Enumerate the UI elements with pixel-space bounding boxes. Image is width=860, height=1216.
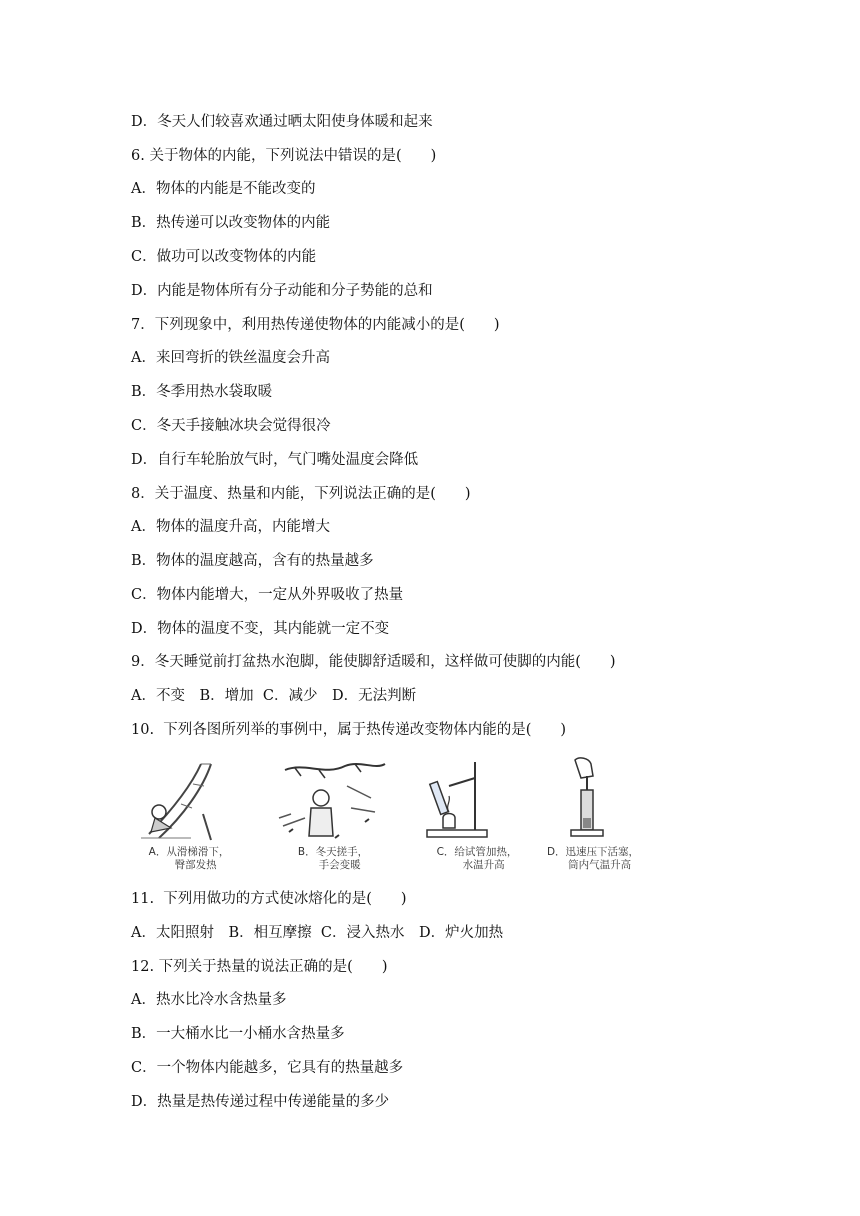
hand-rubbing-figure xyxy=(275,756,391,874)
q12-option-a: A．热水比冷水含热量多 xyxy=(131,992,287,1008)
q7-stem: 7．下列现象中，利用热传递使物体的内能减小的是( ) xyxy=(131,317,500,333)
q6-option-c: C．做功可以改变物体的内能 xyxy=(131,249,317,265)
test-tube-figure xyxy=(419,756,535,874)
q10-stem: 10. 下列各图所列举的事例中，属于热传递改变物体内能的是( ) xyxy=(131,722,567,738)
figure-caption-a: A．从滑梯滑下， 臀部发热 xyxy=(148,846,230,871)
q6-option-a: A．物体的内能是不能改变的 xyxy=(131,181,316,197)
q11-options: A．太阳照射 B．相互摩擦 C．浸入热水 D．炉火加热 xyxy=(131,925,504,941)
q9-options: A．不变 B．增加 C．减少 D．无法判断 xyxy=(131,688,417,704)
q8-option-c: C．物体内能增大，一定从外界吸收了热量 xyxy=(131,587,404,603)
q10-figures xyxy=(131,756,651,874)
q7-option-a: A．来回弯折的铁丝温度会升高 xyxy=(131,350,330,366)
slide-figure xyxy=(131,756,247,874)
q6-option-b: B．热传递可以改变物体的内能 xyxy=(131,215,331,231)
q5-option-d: D．冬天人们较喜欢通过晒太阳使身体暖和起来 xyxy=(131,114,433,130)
q6-option-d: D．内能是物体所有分子动能和分子势能的总和 xyxy=(131,283,433,299)
q12-stem: 12. 下列关于热量的说法正确的是( ) xyxy=(131,959,388,975)
piston-figure xyxy=(535,756,651,874)
slide-illustration xyxy=(131,756,247,846)
q7-option-b: B．冬季用热水袋取暖 xyxy=(131,384,273,400)
q11-stem: 11. 下列用做功的方式使冰熔化的是( ) xyxy=(131,891,407,907)
q9-stem: 9．冬天睡觉前打盆热水泡脚，能使脚舒适暖和，这样做可使脚的内能( ) xyxy=(131,654,616,670)
q7-option-c: C．冬天手接触冰块会觉得很冷 xyxy=(131,418,331,434)
figure-caption-b: B．冬天搓手， 手会变暖 xyxy=(297,846,369,871)
q8-option-d: D．物体的温度不变，其内能就一定不变 xyxy=(131,621,390,637)
test-tube-illustration xyxy=(419,756,535,846)
q12-option-c: C．一个物体内能越多，它具有的热量越多 xyxy=(131,1060,404,1076)
figure-caption-d: D．迅速压下活塞， 筒内气温升高 xyxy=(546,846,640,871)
q8-option-b: B．物体的温度越高，含有的热量越多 xyxy=(131,553,374,569)
hand-rubbing-illustration xyxy=(275,756,391,846)
figure-caption-c: C．给试管加热， 水温升高 xyxy=(436,846,518,871)
q8-stem: 8．关于温度、热量和内能，下列说法正确的是( ) xyxy=(131,486,471,502)
q12-option-b: B．一大桶水比一小桶水含热量多 xyxy=(131,1026,345,1042)
q8-option-a: A．物体的温度升高，内能增大 xyxy=(131,519,330,535)
q12-option-d: D．热量是热传递过程中传递能量的多少 xyxy=(131,1094,390,1110)
q7-option-d: D．自行车轮胎放气时，气门嘴处温度会降低 xyxy=(131,452,419,468)
piston-illustration xyxy=(535,756,651,846)
q6-stem: 6. 关于物体的内能，下列说法中错误的是( ) xyxy=(131,148,437,164)
